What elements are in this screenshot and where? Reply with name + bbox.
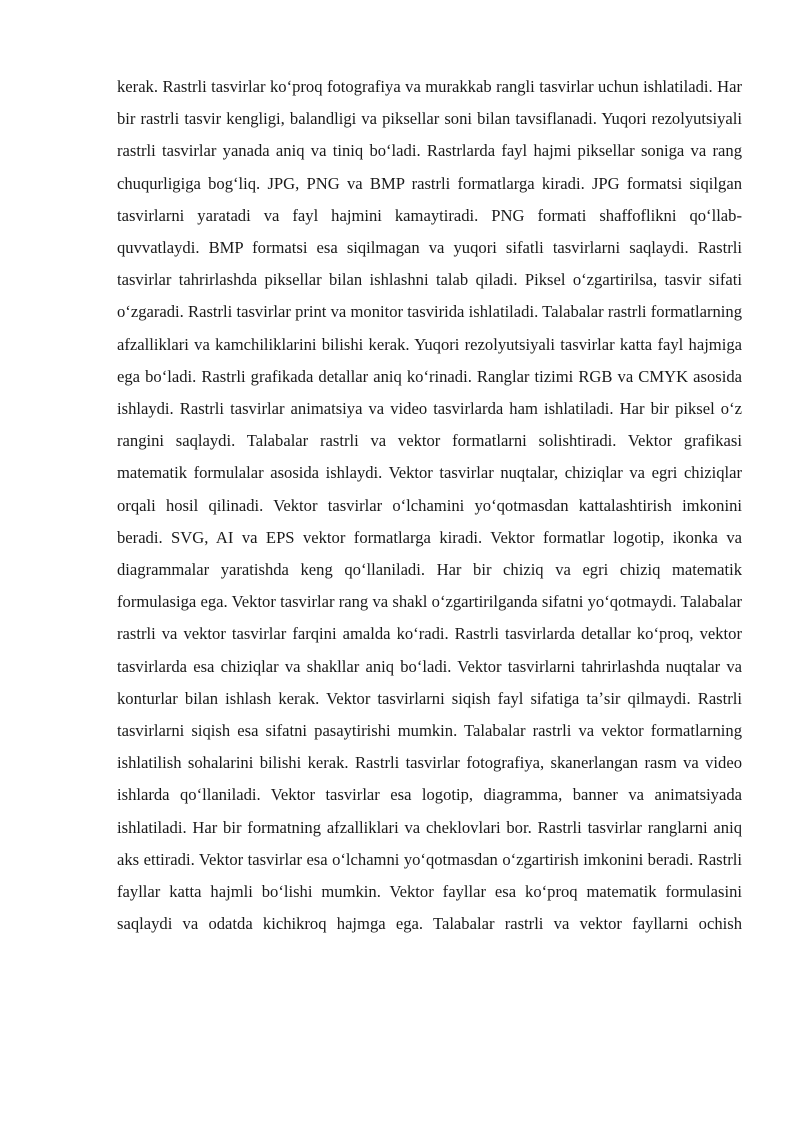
body-paragraph: kerak. Rastrli tasvirlar koʻproq fotografiya va murakkab rangli tasvirlar uchun ishlatiladi. Har bir rastrli tasvir kengligi, balandligi va piksellar soni bilan tavsiflanadi. Yuqori rezolyutsiyali rastrli tasvirlar yanada aniq va tiniq boʻladi. Rastrlarda fayl hajmi piksellar soniga va rang chuqurligiga bogʻliq. JPG, PNG va BMP rastrli formatlarga kiradi. JPG formatsi siqilgan tasvirlarni yaratadi va fayl hajmini kamaytiradi. PNG formati shaffoflikni qoʻllab-quvvatlaydi. BMP formatsi esa siqilmagan va yuqori sifatli tasvirlarni saqlaydi. Rastrli tasvirlar tahrirlashda piksellar bilan ishlashni talab qiladi. Piksel oʻzgartirilsa, tasvir sifati oʻzgaradi. Rastrli tasvirlar print va monitor tasvirida ishlatiladi. Talabalar rastrli formatlarning afzalliklari va kamchiliklarini bilishi kerak. Yuqori rezolyutsiyali tasvirlar katta fayl hajmiga ega boʻladi. Rastrli grafikada detallar aniq koʻrinadi. Ranglar tizimi RGB va CMYK asosida ishlaydi. Rastrli tasvirlar animatsiya va video tasvirlarda ham ishlatiladi. Har bir piksel oʻz rangini saqlaydi. Talabalar rastrli va vektor formatlarni solishtiradi. Vektor grafikasi matematik formulalar asosida ishlaydi. Vektor tasvirlar nuqtalar, chiziqlar va egri chiziqlar orqali hosil qilinadi. Vektor tasvirlar oʻlchamini yoʻqotmasdan kattalashtirish imkonini beradi. SVG, AI va EPS vektor formatlarga kiradi. Vektor formatlar logotip, ikonka va diagrammalar yaratishda keng qoʻllaniladi. Har bir chiziq va egri chiziq matematik formulasiga ega. Vektor tasvirlar rang va shakl oʻzgartirilganda sifatni yoʻqotmaydi. Talabalar rastrli va vektor tasvirlar farqini amalda koʻradi. Rastrli tasvirlarda detallar koʻproq, vektor tasvirlarda esa chiziqlar va shakllar aniq boʻladi. Vektor tasvirlarni tahrirlashda nuqtalar va konturlar bilan ishlash kerak. Vektor tasvirlarni siqish fayl sifatiga taʼsir qilmaydi. Rastrli tasvirlarni siqish esa sifatni pasaytirishi mumkin. Talabalar rastrli va vektor formatlarning ishlatilish sohalarini bilishi kerak. Rastrli tasvirlar fotografiya, skanerlangan rasm va video ishlarda qoʻllaniladi. Vektor tasvirlar esa logotip, diagramma, banner va animatsiyada ishlatiladi. Har bir formatning afzalliklari va cheklovlari bor. Rastrli tasvirlar ranglarni aniq aks ettiradi. Vektor tasvirlar esa oʻlchamni yoʻqotmasdan oʻzgartirish imkonini beradi. Rastrli fayllar katta hajmli boʻlishi mumkin. Vektor fayllar esa koʻproq matematik formulasini saqlaydi va odatda kichikroq hajmga ega. Talabalar rastrli va vektor fayllarni ochish — [117, 77, 742, 934]
